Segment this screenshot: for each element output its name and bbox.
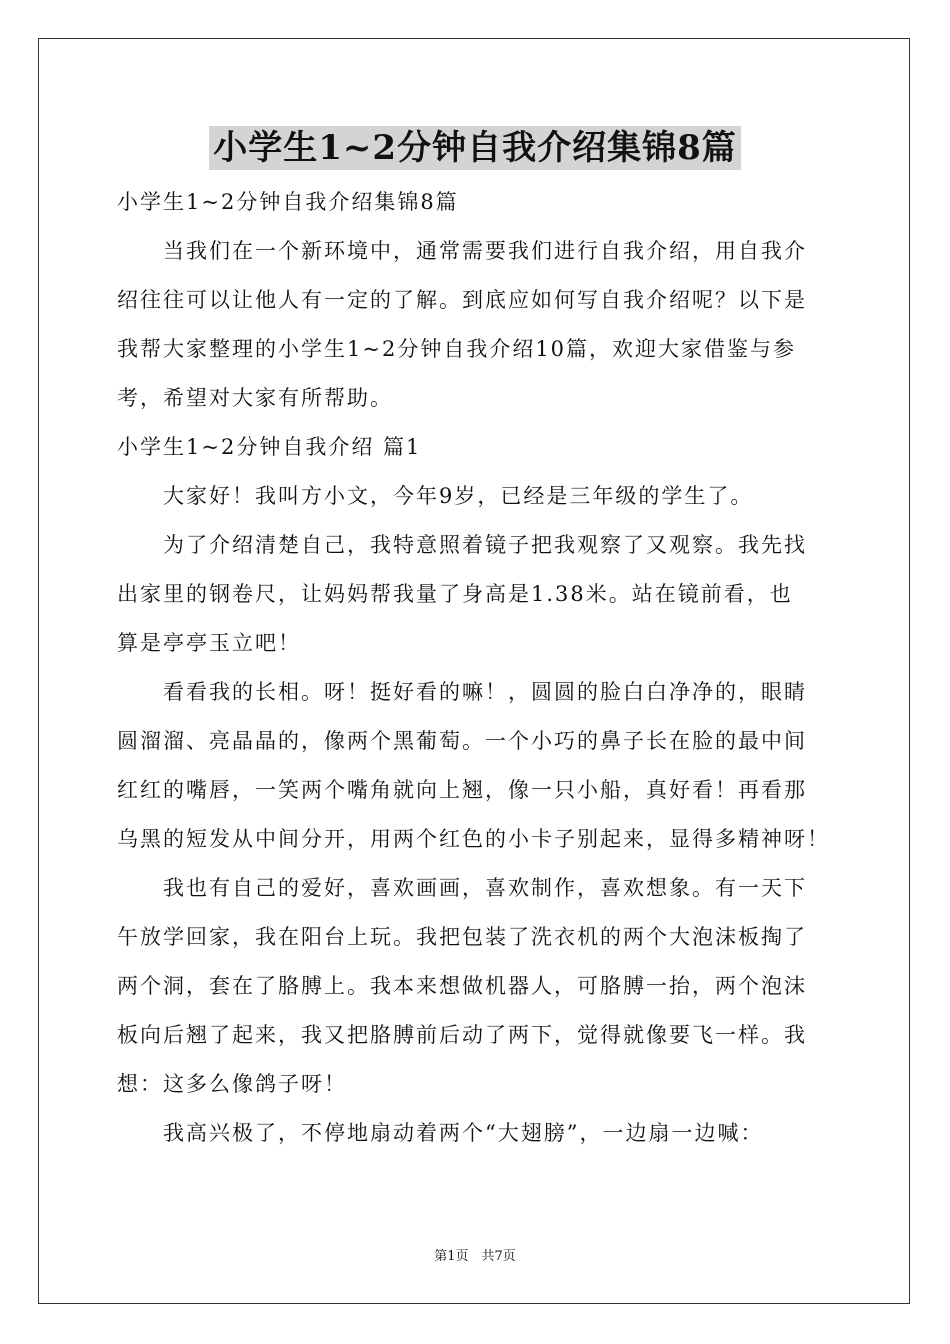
text-line: 红红的嘴唇，一笑两个嘴角就向上翘，像一只小船，真好看！再看那	[117, 778, 807, 802]
text-line: 出家里的钢卷尺，让妈妈帮我量了身高是1.38米。站在镜前看，也	[117, 582, 793, 606]
text-line: 两个洞，套在了胳膊上。我本来想做机器人，可胳膊一抬，两个泡沫	[117, 974, 807, 998]
page-footer: 第1页 共7页	[434, 1249, 516, 1264]
text-line: 板向后翘了起来，我又把胳膊前后动了两下，觉得就像要飞一样。我	[117, 1023, 807, 1047]
text-line: 算是亭亭玉立吧！	[117, 631, 301, 655]
text-line: 大家好！我叫方小文，今年9岁，已经是三年级的学生了。	[163, 484, 754, 508]
document-title: 小学生1~2分钟自我介绍集锦8篇	[209, 126, 740, 170]
text-line: 乌黑的短发从中间分开，用两个红色的小卡子别起来，显得多精神呀！	[117, 827, 830, 851]
text-line: 当我们在一个新环境中，通常需要我们进行自我介绍，用自我介	[163, 239, 807, 263]
text-line: 午放学回家，我在阳台上玩。我把包装了洗衣机的两个大泡沫板掏了	[117, 925, 807, 949]
title-area	[0, 126, 950, 170]
text-line: 看看我的长相。呀！挺好看的嘛！，圆圆的脸白白净净的，眼睛	[163, 680, 807, 704]
text-line: 小学生1~2分钟自我介绍 篇1	[117, 435, 422, 459]
text-line: 为了介绍清楚自己，我特意照着镜子把我观察了又观察。我先找	[163, 533, 807, 557]
text-line: 我帮大家整理的小学生1~2分钟自我介绍10篇，欢迎大家借鉴与参	[117, 337, 797, 361]
text-line: 我高兴极了，不停地扇动着两个“大翅膀”，一边扇一边喊：	[163, 1121, 764, 1145]
text-line: 小学生1~2分钟自我介绍集锦8篇	[117, 190, 459, 214]
text-line: 圆溜溜、亮晶晶的，像两个黑葡萄。一个小巧的鼻子长在脸的最中间	[117, 729, 807, 753]
text-line: 想：这多么像鸽子呀！	[117, 1072, 347, 1096]
text-line: 我也有自己的爱好，喜欢画画，喜欢制作，喜欢想象。有一天下	[163, 876, 807, 900]
text-line: 考，希望对大家有所帮助。	[117, 386, 393, 410]
document-body	[117, 178, 835, 1158]
text-line: 绍往往可以让他人有一定的了解。到底应如何写自我介绍呢？以下是	[117, 288, 807, 312]
